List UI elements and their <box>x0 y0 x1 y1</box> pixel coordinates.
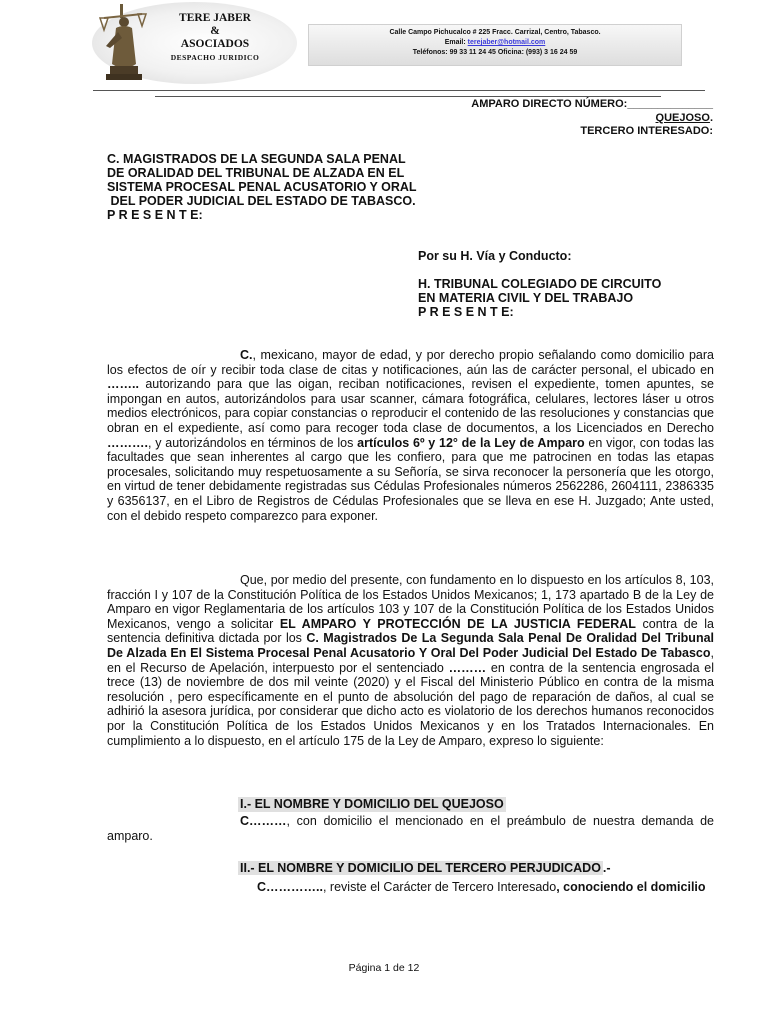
articles-reference: artículos 6º y 12° de la Ley de Amparo <box>357 435 585 450</box>
addressee-line: SISTEMA PROCESAL PENAL ACUSATORIO Y ORAL <box>107 180 417 194</box>
text-run: en vigor, con todas las facultades que sean inherentes al cargo que les confiero, para que me patrocinen en todas las etapas procesales, solicitando muy respetuosamente a su Señoría, se sirva reconocer la personería que les otorgo, en virtud de tener debidamente registradas sus Cédulas Profesionales números 2562286, 2604111, 2386335 y 6356137, en el Libro de Registros de Cédulas Profesionales que se lleva en ese H. Juzgado; Ante usted, con el debido respeto comparezco para exponer. <box>107 435 714 523</box>
amparo-number-line <box>471 98 713 112</box>
text-run-bold: , conociendo el domicilio <box>556 880 706 894</box>
header-divider-inner <box>155 96 661 97</box>
responsible-authority: C. Magistrados De La Segunda Sala Penal De Oralidad Del Tribunal De Alzada En El Sistema Procesal Penal Acusatorio Y Oral Del Poder Judicial Del Estado De Tabasco <box>107 631 715 660</box>
addressee-line: C. MAGISTRADOS DE LA SEGUNDA SALA PENAL <box>107 152 406 166</box>
paragraph-appearance <box>107 348 714 523</box>
addressee-presente: P R E S E N T E: <box>107 208 203 222</box>
indent-spacer <box>107 814 240 828</box>
tribunal-line: EN MATERIA CIVIL Y DEL TRABAJO <box>418 291 634 305</box>
addressee-line: DEL PODER JUDICIAL DEL ESTADO DE TABASCO. <box>107 194 416 208</box>
email-label: Email: <box>444 39 468 46</box>
amparo-blank: ______________ <box>627 98 713 110</box>
email-link[interactable]: terejaber@hotmail.com <box>467 39 546 46</box>
text-run: , reviste el Carácter de Tercero Interesado <box>322 880 557 894</box>
lawyers-placeholder: ………. <box>107 435 148 450</box>
firm-name-line2: & <box>210 25 220 37</box>
conduit-block <box>418 249 718 319</box>
quejoso-line: QUEJOSO. <box>655 111 713 124</box>
firm-address: Calle Campo Pichucalco # 225 Fracc. Carrizal, Centro, Tabasco. <box>389 29 601 36</box>
page-number: Página 1 de 12 <box>348 962 420 974</box>
via-conducto: Por su H. Vía y Conducto: <box>418 249 572 263</box>
tribunal-presente: P R E S E N T E: <box>418 305 514 319</box>
firm-name-line1: TERE JABER <box>179 12 251 24</box>
text-run: autorizando para que las oigan, reciban notificaciones, revisen el expediente, tomen apuntes, se impongan en autos, autorizándolos para usar scanner, cámara fotográfica, celulares, lectores láser u otros medios electrónicos, para copiar constancias o reproducir el contenido de las resoluciones y constancias que obran en el expediente, así como para recoger toda clase de documentos, a los Licenciados en Derecho <box>107 377 714 435</box>
amparo-request: EL AMPARO Y PROTECCIÓN DE LA JUSTICIA FEDERAL <box>279 616 636 631</box>
petitioner-name: C. <box>240 348 253 362</box>
tercero-line: TERCERO INTERESADO: <box>580 125 713 137</box>
paragraph-quejoso <box>107 814 714 843</box>
paragraph-tercero <box>107 879 714 896</box>
address-placeholder: …….. <box>107 377 139 392</box>
text-run: contra de la sentencia definitiva dictada por los <box>107 616 714 646</box>
quejoso-label: QUEJOSO <box>655 111 710 124</box>
firm-email-line <box>309 38 681 48</box>
sentenced-placeholder: ……… <box>448 660 487 675</box>
addressee-block <box>107 152 497 222</box>
text-run: , en el Recurso de Apelación, interpuesto por el sentenciado <box>107 645 714 675</box>
firm-logo <box>92 2 297 84</box>
firm-subtitle: DESPACHO JURIDICO <box>170 53 260 62</box>
header-divider <box>93 90 705 91</box>
text-run: , con domicilio el mencionado en el preámbulo de nuestra demanda de amparo. <box>107 814 714 843</box>
quejoso-name: C……… <box>240 814 287 828</box>
amparo-label: AMPARO DIRECTO NÚMERO: <box>471 98 628 110</box>
section-heading-text: II.- EL NOMBRE Y DOMICILIO DEL TERCERO PERJUDICADO <box>240 861 601 875</box>
indent-spacer <box>107 880 257 894</box>
section-heading-tercero <box>238 861 611 876</box>
contact-info-box <box>308 24 682 66</box>
firm-name-line3: ASOCIADOS <box>180 38 250 50</box>
paragraph-request <box>107 573 714 748</box>
tribunal-line: H. TRIBUNAL COLEGIADO DE CIRCUITO <box>418 277 662 291</box>
indent-spacer <box>107 573 240 587</box>
justice-statue-icon <box>94 2 158 82</box>
tercero-name: C………….. <box>257 880 323 894</box>
section-heading-tail: .- <box>602 861 611 875</box>
firm-name <box>160 12 270 64</box>
text-run: , mexicano, mayor de edad, y por derecho propio señalando como domicilio para los efectos de oír y recibir toda clase de citas y notificaciones, aún las de carácter personal, el ubicado en <box>107 348 714 377</box>
firm-phones: Teléfonos: 99 33 11 24 45 Oficina: (993) 3 16 24 59 <box>412 49 578 56</box>
text-run: en contra de la sentencia engrosada el trece (13) de noviembre de dos mil veinte (2020) y el Fiscal del Ministerio Público en contra de la misma resolución , pero específicamente en el punto de absolución del pago de reparación de daños, al cual se adhirió la asesora jurídica, por considerar que dicho acto es violatorio de los derechos humanos reconocidos por la Constitución Política de los Estados Unidos Mexicanos y en los Tratados Internacionales. En cumplimiento a lo dispuesto, en el artículo 175 de la Ley de Amparo, expreso lo siguiente: <box>107 660 715 748</box>
indent-spacer <box>107 348 240 362</box>
addressee-line: DE ORALIDAD DEL TRIBUNAL DE ALZADA EN EL <box>107 166 405 180</box>
text-run: , y autorizándolos en términos de los <box>147 435 358 450</box>
section-heading-quejoso: I.- EL NOMBRE Y DOMICILIO DEL QUEJOSO <box>240 797 504 811</box>
text-run: Que, por medio del presente, con fundamento en lo dispuesto en los artículos 8, 103, fracción I y 107 de la Constitución Política de los Estados Unidos Mexicanos; 1, 173 apartado B de la Ley de Amparo en vigor Reglamentaria de los artículos 103 y 107 de la Constitución Política de los Estados Unidos Mexicanos, vengo a solicitar <box>107 573 714 631</box>
case-info <box>471 98 713 139</box>
